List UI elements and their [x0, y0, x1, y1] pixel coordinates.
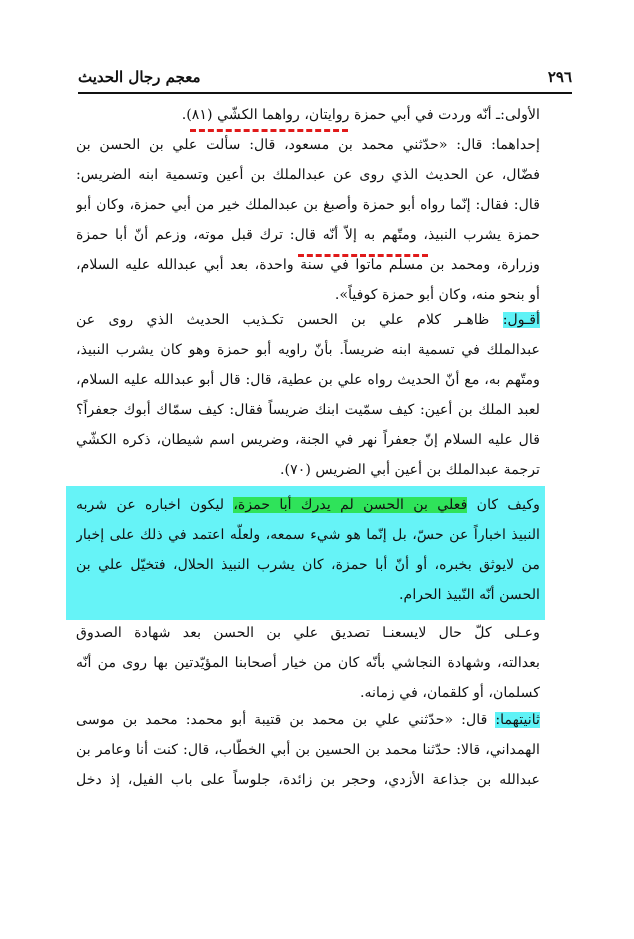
text-line	[76, 705, 540, 735]
paragraph-4	[76, 618, 540, 708]
text-line: أو بنحو منه، وكان أبو حمزة كوفياً».	[334, 287, 540, 303]
paragraph-2	[76, 305, 540, 485]
text-line	[76, 490, 540, 520]
text-line: إحداهما: قال: «حدّثني محمد بن مسعود، قال: سألت علي بن الحسن بن	[76, 137, 540, 153]
text-line: وعـلى كلّ حال لايسعنـا تصديق علي بن الحسن بعد شهادة الصدوق	[76, 625, 540, 641]
text-line: لعبد الملك بن أعين: كيف سمّيت ابنك ضريساً فقال: كيف سمّاك أبوك جعفراً؟	[76, 402, 540, 418]
paragraph-3	[76, 490, 540, 610]
text-line: ومتّهم به، مع أنّ الحديث رواه علي بن عطية، قال: قال أبو عبدالله عليه السلام،	[76, 372, 540, 388]
paragraph-label: ثانيتهما:	[495, 712, 540, 728]
text-line: النبيذ اخباراً عن حسّ، بل إنّما هو شيء سمعه، ولعلّه اعتمد في ذلك على إخبار	[76, 527, 540, 543]
green-highlight: فعلي بن الحسن لم يدرك أبا حمزة،	[233, 497, 468, 513]
text-line: قال عليه السلام إنّ جعفراً نهر في الجنة، وضريس اسم شيطان، ذكره الكشّي	[76, 432, 540, 448]
text-span: ظاهـر كلام علي بن الحسن تكـذيب الحديث الذي روى عن	[76, 312, 490, 328]
text-line: وزرارة، ومحمد بن مسلم ماتوا في سنة واحدة، بعد أبي عبدالله عليه السلام،	[76, 257, 540, 273]
book-title: معجم رجال الحديث	[78, 68, 201, 86]
text-span: وكيف كان	[476, 497, 540, 513]
text-span: قال: «حدّثني علي بن محمد بن قتيبة أبو محمد: محمد بن موسى	[76, 712, 488, 728]
text-line: حمزة يشرب النبيذ، ومتّهم به إلاّ أنّه قال: ترك قبل موته، وزعم أنّ أبا حمزة	[76, 227, 540, 243]
text-line: الأولى:ـ أنّه وردت في أبي حمزة روايتان، رواهما الكشّي (٨١).	[181, 107, 540, 123]
text-line: قال: فقال: إنّما رواه أبو حمزة وأصبغ بن عبدالملك خير من أبي حمزة، وكان أبو	[76, 197, 540, 213]
text-line: بعدالته، وشهادة النجاشي بأنّه كان من خيار أصحابنا المؤيّدتين بها روى من أنّه	[76, 655, 540, 671]
text-line: فضّال، عن الحديث الذي روى عن عبدالملك بن أعين وتسمية ابنه الضريس:	[76, 167, 540, 183]
text-line: عبدالملك في تسمية ابنه ضريساً. بأنّ راويه أبو حمزة وهو كان يشرب النبيذ،	[76, 342, 540, 358]
paragraph-1	[76, 100, 540, 310]
text-line: ترجمة عبدالملك بن أعين أبي الضريس (٧٠).	[280, 462, 540, 478]
text-line: عبدالله بن جذاعة الأزدي، وحجر بن زائدة، جلوساً على باب الفيل، إذ دخل	[76, 772, 540, 788]
text-line: الهمداني، قالا: حدّثنا محمد بن الحسين بن أبي الخطّاب، قال: كنت أنا وعامر بن	[76, 742, 540, 758]
text-line: كسلمان، أو كلقمان، في زمانه.	[359, 685, 540, 701]
running-header	[78, 68, 572, 94]
text-line: من لايوثق بخبره، أو أنّ أبا حمزة، كان يشرب النبيذ الحلال، فتخيّل علي بن	[76, 557, 540, 573]
text-line: الحسن أنّه النّبيذ الحرام.	[399, 587, 540, 603]
text-span: ليكون اخباره عن شربه	[76, 497, 234, 513]
text-line	[76, 305, 540, 335]
page-number: ٢٩٦	[547, 68, 572, 86]
paragraph-label: أقـول:	[502, 312, 540, 328]
paragraph-5	[76, 705, 540, 795]
